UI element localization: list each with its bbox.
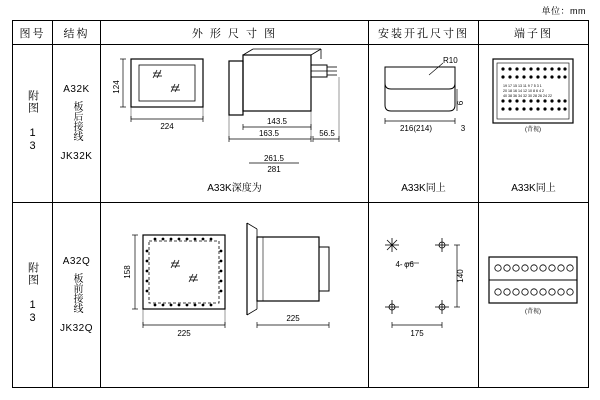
dim-6: 6 (456, 101, 465, 106)
row1-code-bottom: JK32K (60, 151, 93, 163)
dim-r10: R10 (443, 56, 458, 66)
unit-label: 单位：mm (541, 6, 586, 16)
header-outline: 外 形 尺 寸 图 (101, 21, 369, 45)
dim-143-5: 143.5 (266, 117, 288, 127)
table-row (13, 45, 589, 203)
dim-3: 3 (460, 124, 466, 134)
row1-mounting-wrap (369, 45, 478, 202)
row2-mounting-drawing (369, 203, 479, 388)
row2-code-bottom: JK32Q (59, 322, 94, 334)
row2-terminal-drawing (479, 203, 589, 388)
dim-224: 224 (160, 122, 174, 132)
depth-note-top: 261.5 (263, 154, 285, 164)
outline-drawing-k (101, 45, 367, 193)
row1-outline-drawing (101, 45, 369, 203)
row2-outline-wrap (101, 203, 368, 387)
dim-140: 140 (456, 269, 465, 284)
header-terminal: 端子图 (479, 21, 589, 45)
row2-terminal-wrap (479, 203, 588, 387)
row1-fig-no (13, 45, 53, 203)
row1-outline-wrap (101, 45, 368, 202)
table-header-row (13, 21, 589, 45)
terminal-back-label-2: (背视) (525, 309, 541, 316)
row2-structure-middle: 板前接线 (71, 272, 82, 313)
row2-fig-no-text: 附图 13 (26, 261, 39, 325)
row2-code-top: A32Q (62, 255, 91, 267)
dim-56-5: 56.5 (319, 129, 335, 139)
dim-175: 175 (410, 329, 424, 339)
terminal-drawing-k (479, 45, 587, 193)
row1-structure (53, 45, 101, 203)
header-mounting: 安装开孔尺寸图 (369, 21, 479, 45)
terminal-drawing-q (479, 203, 587, 376)
row1-terminal-wrap (479, 45, 588, 202)
header-fig-no: 图号 (13, 21, 53, 45)
hole-label: 4- (395, 260, 403, 270)
row2-outline-drawing (101, 203, 369, 388)
row1-mounting-note: A33K同上 (401, 183, 446, 195)
row1-outline-note: A33K深度为 (207, 183, 262, 195)
row1-structure-text (53, 83, 100, 164)
dim-216: 216(214) (399, 124, 433, 134)
terminal-row2-numbers: 20 18 16 14 12 10 8 6 4 2 (503, 89, 544, 94)
mounting-drawing-k (369, 45, 477, 193)
dimension-table (12, 20, 589, 388)
dim-163-5: 163.5 (258, 129, 280, 139)
row1-terminal-drawing (479, 45, 589, 203)
row1-structure-middle: 板后接线 (71, 101, 82, 142)
dim-158: 158 (123, 265, 132, 280)
row1-mounting-drawing (369, 45, 479, 203)
mounting-drawing-q (369, 203, 477, 376)
row2-structure (53, 203, 101, 388)
row2-mounting-wrap (369, 203, 478, 387)
depth-note-bottom: 281 (267, 165, 281, 175)
dim-225-left: 225 (177, 329, 191, 339)
row2-structure-text (53, 255, 100, 336)
dim-124: 124 (112, 80, 121, 94)
row1-code-top: A32K (63, 84, 90, 96)
terminal-row1-numbers: 19 17 15 13 11 9 7 5 3 1 (503, 84, 542, 89)
table-row (13, 203, 589, 388)
row1-terminal-note: A33K同上 (511, 183, 556, 195)
terminal-row3-numbers: 40 38 36 34 32 30 28 26 24 22 (503, 94, 552, 99)
hole-diameter: φ6 (404, 260, 414, 270)
dim-225-right: 225 (286, 314, 300, 324)
header-structure: 结构 (53, 21, 101, 45)
outline-drawing-q (101, 203, 367, 376)
row2-fig-no (13, 203, 53, 388)
row1-fig-no-text: 附图 13 (26, 90, 39, 154)
terminal-back-label-1: (背视) (525, 127, 541, 134)
